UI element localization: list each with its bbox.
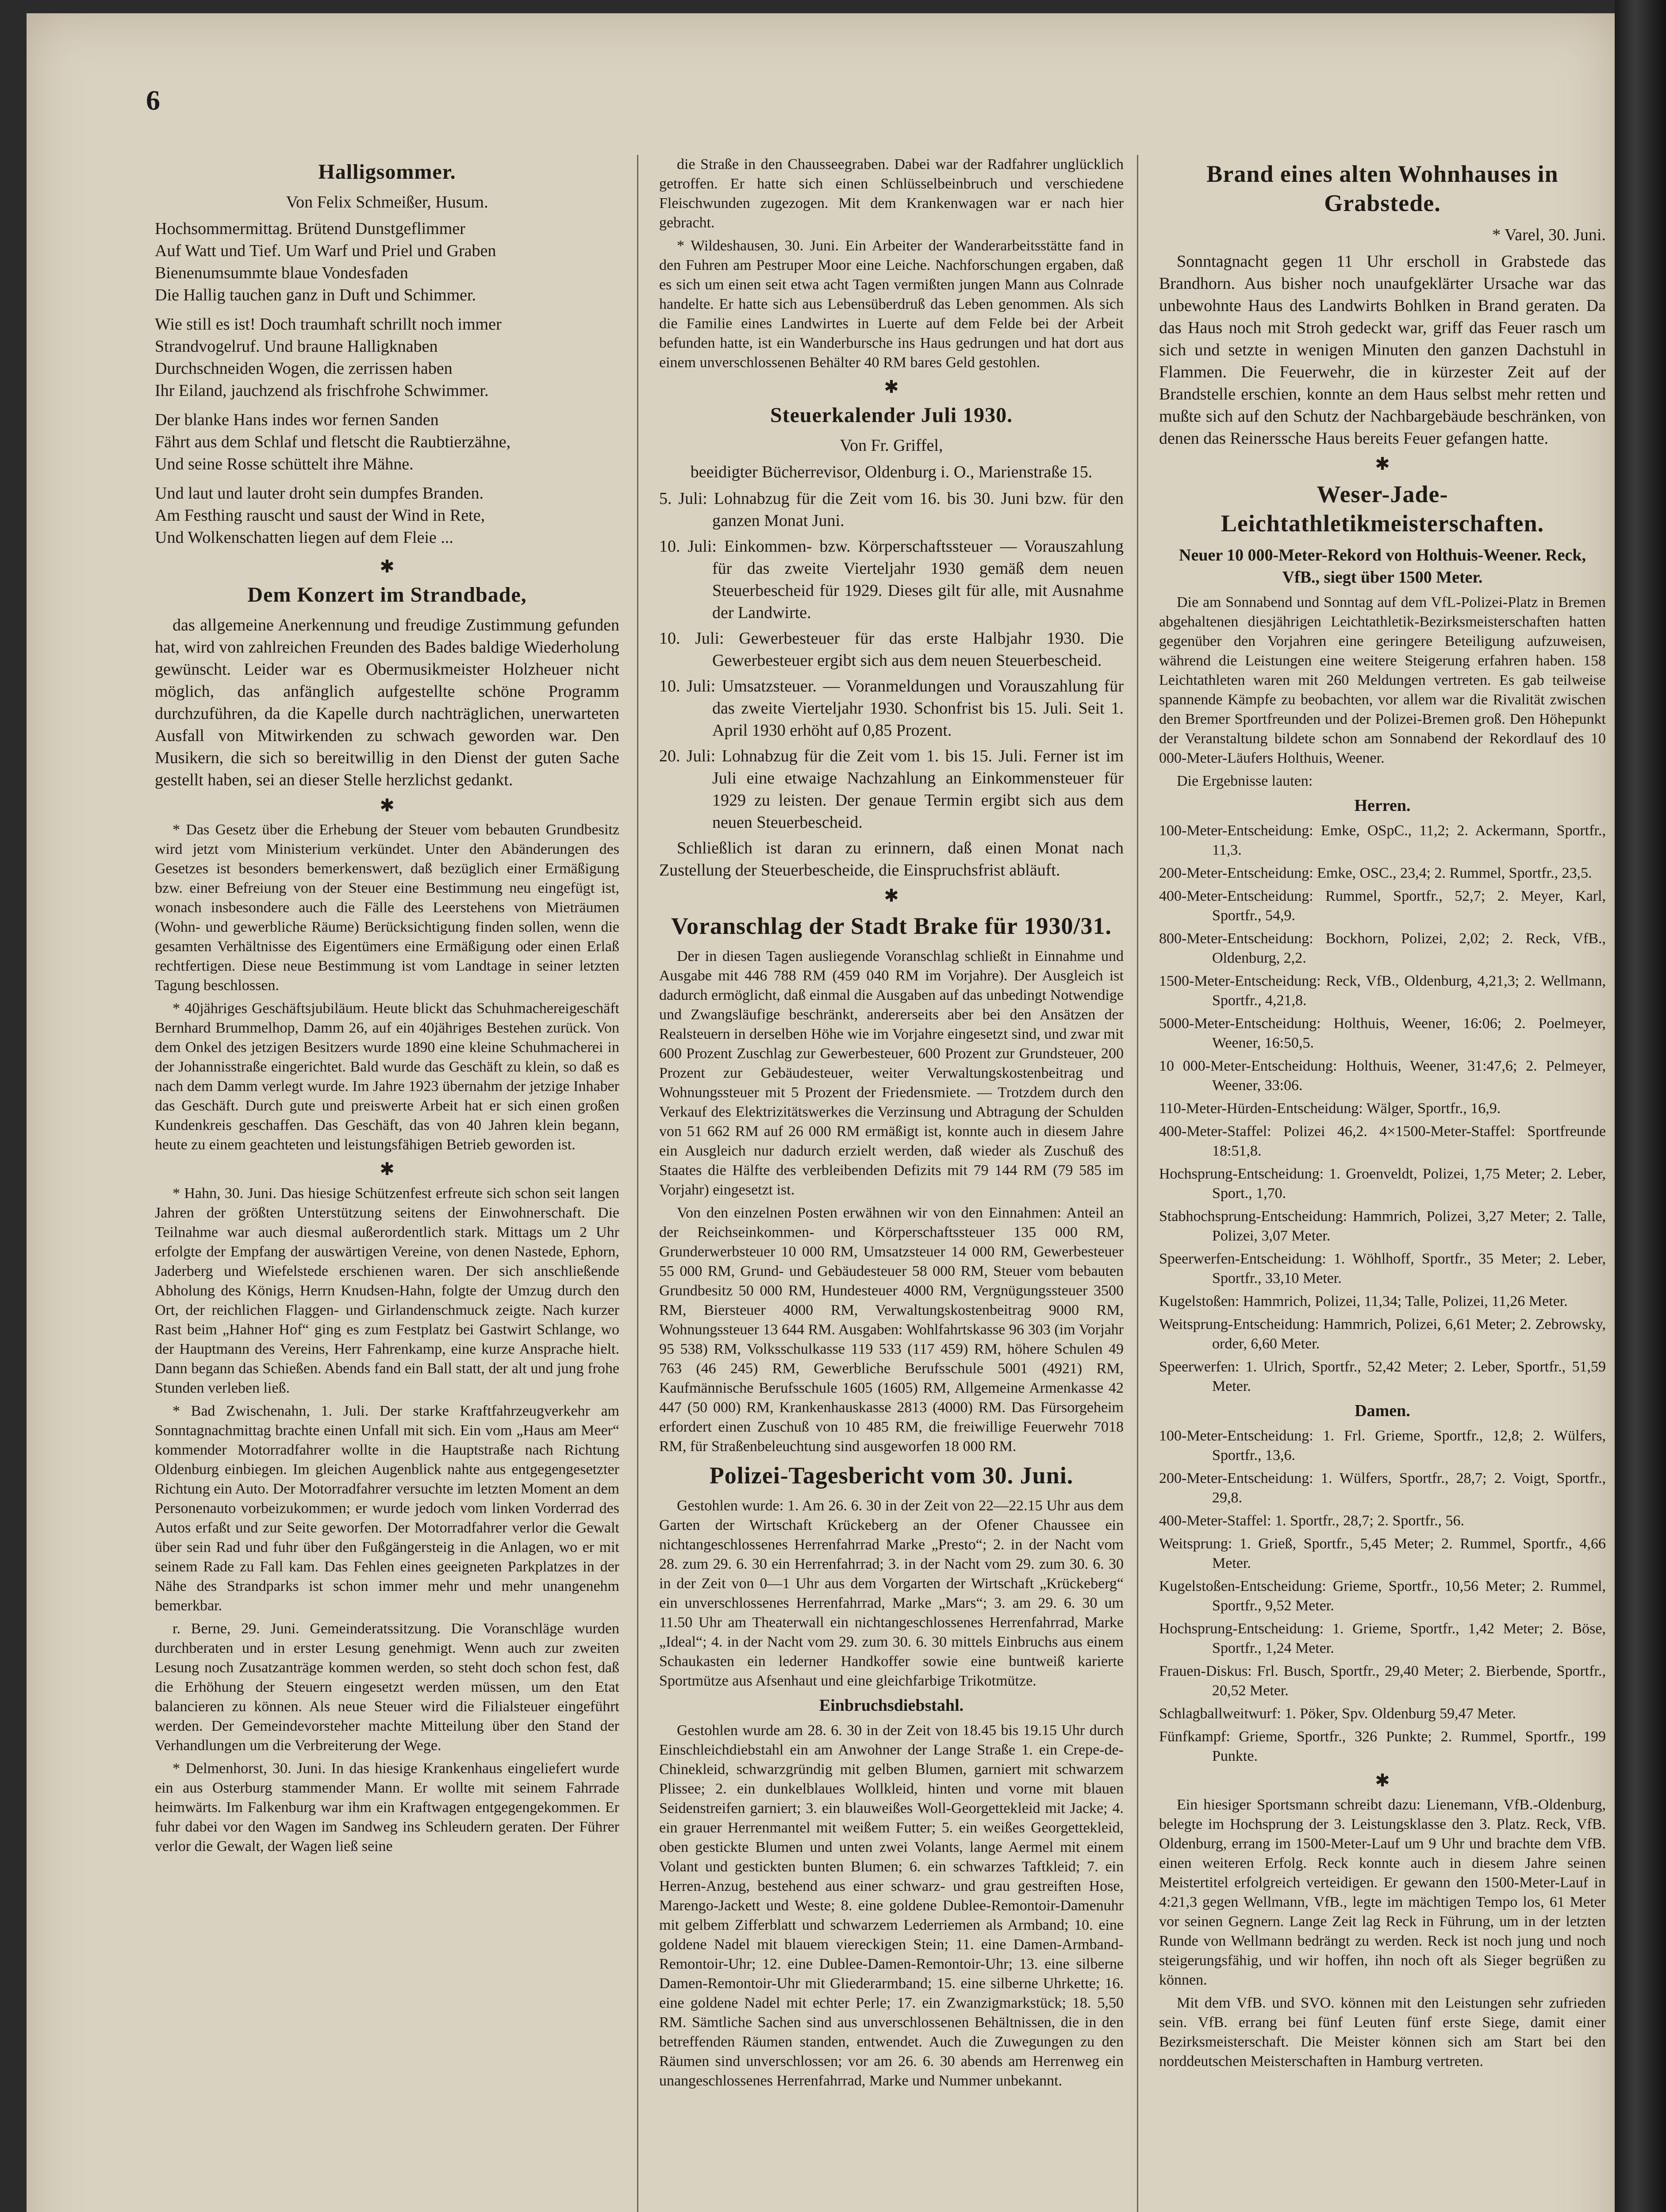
concert-text: das allgemeine Anerkennung und freudige Zustimmung gefunden hat, wird von zahlreichen Freunden des Bades baldige Wiederholung gewünscht. Leider war es Obermusikmeister Holzheuer nicht möglich, das anfänglich aufgestellte schöne Programm durchzuführen, da die Kapelle durch nachträglichen, unerwarteten Ausfall von Mitwirkenden zu schwach geworden war. Den Musikern, die sich so bereitwillig in den Dienst der guten Sache gestellt haben, sei an dieser Stelle herzlichst gedankt. [155,616,619,789]
result-line: 800-Meter-Entscheidung: Bockhorn, Polizei, 2,02; 2. Reck, VfB., Oldenburg, 2,2. [1159,930,1606,966]
result-line: 110-Meter-Hürden-Entscheidung: Wälger, Sportfr., 16,9. [1159,1100,1501,1117]
tax-law-article: * Das Gesetz über die Erhebung der Steuer vom bebauten Grundbesitz wird jetzt vom Ministerium verkündet. Unter den Abänderungen des Gesetzes ist besonders bemerkenswert, daß bezüglich einer Ermäßigung bzw. einer Befreiung von der Steuer eine Bestimmung neu eingefügt ist, wonach insbesondere auch die Fälle des Leerstehens von Mieträumen (Wohn- und gewerbliche Räume) Berücksichtigung finden sollen, wenn die gesamten Verhältnisse des Eigentümers eine Ermäßigung oder einen Erlaß rechtfertigen. Diese neue Bestimmung ist vom Landtage in seiner letzten Tagung beschlossen. [155,822,619,994]
result-line: Hochsprung-Entscheidung: 1. Grieme, Sportfr., 1,42 Meter; 2. Böse, Sportfr., 1,24 Meter. [1159,1621,1606,1656]
result-line: 10 000-Meter-Entscheidung: Holthuis, Weener, 31:47,6; 2. Pelmeyer, Weener, 33:06. [1159,1058,1606,1094]
result-line: 100-Meter-Entscheidung: Emke, OSpC., 11,2; 2. Ackermann, Sportfr., 11,3. [1159,822,1606,858]
separator-asterisk: ✱ [1375,454,1390,474]
tax-calendar-footer: Schließlich ist daran zu erinnern, daß einen Monat nach Zustellung der Steuerbescheide, die Einspruchsfrist abläuft. [659,839,1124,879]
result-line: Speerwerfen: 1. Ulrich, Sportfr., 52,42 Meter; 2. Leber, Sportfr., 51,59 Meter. [1159,1359,1606,1394]
newspaper-page [27,13,1615,2212]
tax-calendar-entry: 5. Juli: Lohnabzug für die Zeit vom 16. bis 30. Juni bzw. für den ganzen Monat Juni. [659,489,1124,530]
result-line: Weitsprung-Entscheidung: Hammrich, Polizei, 6,61 Meter; 2. Zebrowsky, order, 6,60 Meter. [1159,1316,1606,1352]
athletics-closing: Mit dem VfB. und SVO. können mit den Leistungen sehr zufrieden sein. VfB. errang bei fünf Leuten fünf erste Siege, damit einer Bezirksmeisterschaft. Die Meister können sich am Start bei den norddeutschen Meisterschaften in Hamburg vertreten. [1159,1995,1606,2070]
local-news-item: r. Berne, 29. Juni. Gemeinderatssitzung. Die Voranschläge wurden durchberaten und in erster Lesung genehmigt. Wenn auch zur zweiten Lesung noch Zusatzanträge kommen werden, so steht doch schon fest, daß die Erhöhung der Steuern eingesetzt werden müssen, um den Etat balancieren zu können. Als neue Steuer wird die Filialsteuer eingeführt werden. Der Gemeindevorsteher machte Mitteilung über den Stand der Verhandlungen um die Verbreiterung der Wege. [155,1621,619,1754]
fire-dateline: * Varel, 30. Juni. [1492,226,1606,244]
tax-calendar-entry: 20. Juli: Lohnabzug für die Zeit vom 1. bis 15. Juli. Ferner ist im Juli eine etwaige Nachzahlung an Einkommensteuer für 1929 zu leisten. Der genaue Termin ergibt sich aus dem neuen Steuerbescheid. [659,747,1124,832]
separator-asterisk: ✱ [884,886,899,906]
result-line: Kugelstoßen-Entscheidung: Grieme, Sportfr., 10,56 Meter; 2. Rummel, Sportfr., 9,52 Meter. [1159,1578,1606,1614]
athletics-results-header: Die Ergebnisse lauten: [1177,773,1313,789]
budget-text-2: Von den einzelnen Posten erwähnen wir von den Einnahmen: Anteil an der Reichseinkommen- und Körperschaftssteuer 135 000 RM, Grunderwerbsteuer 10 000 RM, Umsatzsteuer 14 000 RM, Gewerbesteuer 55 000 RM, Grund- und Gebäudesteuer 58 000 RM, Steuer vom bebauten Grundbesitz 50 000 RM, Hundesteuer 4000 RM, Vergnügungssteuer 3500 RM, Biersteuer 4000 RM, Verwaltungskostenbeitrag 9000 RM, Wohnungssteuer 13 644 RM. Ausgaben: Wohlfahrtskasse 96 303 (im Vorjahr 95 538) RM, Volksschulkasse 119 533 (117 459) RM, höhere Schulen 49 763 (46 245) RM, Gewerbliche Berufsschule 5001 (4921) RM, Kaufmännische Berufsschule 1605 (1605) RM, Allgemeine Armenkasse 42 447 (50 000) RM, Krankenhauskasse 2813 (4000) RM. Das Fürsorgeheim erfordert einen Zuschuß von 10 485 RM, die freiwillige Feuerwehr 7018 RM, für Straßenbeleuchtung sind ausgeworfen 18 000 RM. [659,1205,1124,1455]
tax-calendar-entry: 10. Juli: Umsatzsteuer. — Voranmeldungen und Vorauszahlung für das zweite Vierteljahr 1930. Schonfrist bis 15. Juli. Seit 1. April 1930 erhöht auf 0,85 Prozent. [659,677,1124,740]
separator-asterisk: ✱ [884,377,899,397]
fire-headline: Brand eines alten Wohnhauses in Grabstede. [1206,161,1559,216]
poem-line: Ihr Eiland, jauchzend als frischfrohe Schwimmer. [155,381,489,400]
poem-line: Wie still es ist! Doch traumhaft schrillt noch immer [155,315,502,334]
result-line: 100-Meter-Entscheidung: 1. Frl. Grieme, Sportfr., 12,8; 2. Wülfers, Sportfr., 13,6. [1159,1428,1606,1463]
result-line: 1500-Meter-Entscheidung: Reck, VfB., Oldenburg, 4,21,3; 2. Wellmann, Sportfr., 4,21,8. [1159,973,1606,1009]
result-line: 400-Meter-Entscheidung: Rummel, Sportfr., 52,7; 2. Meyer, Karl, Sportfr., 54,9. [1159,888,1606,924]
column-rule [637,155,638,2212]
poem-stanza [155,482,619,549]
result-line: Schlagballweitwurf: 1. Pöker, Spv. Oldenburg 59,47 Meter. [1159,1705,1516,1722]
poem-stanza [155,409,619,475]
poem-line: Auf Watt und Tief. Um Warf und Priel und Graben [155,242,496,260]
poem-line: Und Wolkenschatten liegen auf dem Fleie ... [155,528,453,547]
result-line: 400-Meter-Staffel: Polizei 46,2. 4×1500-Meter-Staffel: Sportfreunde 18:51,8. [1159,1123,1606,1159]
local-news-item: * Hahn, 30. Juni. Das hiesige Schützenfest erfreute sich schon seit langen Jahren der größten Unterstützung seitens der Einwohnerschaft. Die Teilnahme war auch diesmal außerordentlich stark. Mittags um 2 Uhr erfolgte der Empfang der auswärtigen Vereine, von denen Nastede, Ephorn, Jaderberg und Wiefelstede erschienen waren. Der sich anschließende Abholung des Königs, Herrn Knudsen-Hahn, folgte der Umzug durch den Ort, der reichlichen Flaggen- und Girlandenschmuck zeigte. Nach kurzer Rast beim „Hahner Hof“ ging es zum Festplatz bei Gastwirt Schlange, wo der Hauptmann des Vereins, Herr Fahrenkamp, eine kurze Ansprache hielt. Dann begann das Schießen. Abends fand ein Ball statt, der alt und jung frohe Stunden verleben ließ. [155,1185,619,1396]
wildeshausen-article: * Wildeshausen, 30. Juni. Ein Arbeiter der Wanderarbeitsstätte fand in den Fuhren am Pestruper Moor eine Leiche. Nachforschungen ergaben, daß es sich um einen seit etwa acht Tagen vermißten jungen Mann aus Colnrade handelte. Er hatte sich aus Lebensüberdruß das Leben genommen. Als sich die Familie eines Landwirtes in Luerte auf dem Felde bei der Arbeit befunden hatte, ist ein Wanderbursche ins Haus gedrungen und hat dort aus einem unverschlossenen Behälter 40 RM bares Geld gestohlen. [659,238,1124,371]
poem-stanza [155,218,619,306]
fire-text: Sonntagnacht gegen 11 Uhr erscholl in Grabstede das Brandhorn. Aus bisher noch unaufgeklärter Ursache war das unbewohnte Haus des Landwirts Bohlken in Brand geraten. Da das Haus noch mit Stroh gedeckt war, griff das Feuer rasch um sich und setzte in wenigen Minuten den ganzen Dachstuhl in Flammen. Die Feuerwehr, die in kürzester Zeit auf der Brandstelle erschien, konnte an dem Haus selbst mehr retten und mußte sich auf den Schutz der Nachbargebäude beschränken, von denen das Reinerssche Haus bereits Feuer gefangen hatte. [1159,252,1606,448]
result-line: Frauen-Diskus: Frl. Busch, Sportfr., 29,40 Meter; 2. Bierbende, Sportfr., 20,52 Meter. [1159,1663,1606,1699]
tax-calendar-author-info: beeidigter Bücherrevisor, Oldenburg i. O., Marienstraße 15. [690,463,1093,481]
tax-calendar-author: Von Fr. Griffel, [840,436,943,455]
poem-line: Strandvogelruf. Und braune Halligknaben [155,337,438,356]
column-rule [1137,155,1138,2212]
police-report-headline: Polizei-Tagesbericht vom 30. Juni. [709,1462,1074,1489]
poem-title: Halligsommer. [318,160,456,184]
result-line: Fünfkampf: Grieme, Sportfr., 326 Punkte; 2. Rummel, Sportfr., 199 Punkte. [1159,1728,1606,1764]
page-number: 6 [146,84,160,116]
local-news-item: * Delmenhorst, 30. Juni. In das hiesige Krankenhaus eingeliefert wurde ein aus Osterburg stammender Mann. Er wollte mit seinem Fahrrade heimwärts. Im Falkenburg war ihm ein Kraftwagen entgegengekommen. Er fuhr dabei vor den Wagen im Sandweg ins Schleudern geraten. Der Führer verlor die Gewalt, der Wagen ließ seine [155,1760,619,1855]
tax-calendar-headline: Steuerkalender Juli 1930. [770,403,1013,427]
result-line: 5000-Meter-Entscheidung: Holthuis, Weener, 16:06; 2. Poelmeyer, Weener, 16:50,5. [1159,1015,1606,1051]
poem-line: Durchschneiden Wogen, die zerrissen haben [155,359,453,378]
middle-column [659,155,1124,2212]
poem-line: Die Hallig tauchen ganz in Duft und Schimmer. [155,286,476,304]
poem-line: Der blanke Hans indes wor fernen Sanden [155,411,439,429]
result-line: Speerwerfen-Entscheidung: 1. Wöhlhoff, Sportfr., 35 Meter; 2. Leber, Sportfr., 33,10 Meter. [1159,1251,1606,1286]
right-column [1159,155,1606,2212]
separator-asterisk: ✱ [380,1159,395,1179]
budget-text: Der in diesen Tagen ausliegende Voranschlag schließt in Einnahme und Ausgabe mit 446 788 RM (459 040 RM im Vorjahre). Der Ausgleich ist dadurch ermöglicht, daß einmal die Ausgaben auf das unbedingt Notwendige und Zwangsläufige beschränkt, andererseits aber bei den Ansätzen der Realsteuern in derselben Höhe wie im Vorjahre eingesetzt sind, und zwar mit 600 Prozent Zuschlag zur Gewerbesteuer, 600 Prozent zur Grundsteuer, 200 Prozent zur Gebäudesteuer, weiter Verwaltungskostenbeitrag und Wohnungssteuer mit 5 Prozent der Friedensmiete. — Trotzdem durch den Verkauf des Elektrizitätswerkes die Verzinsung und Abtragung der Schulden von 51 662 RM auf 26 000 RM ermäßigt ist, konnte auch in diesem Jahre ein Ausgleich nur dadurch erzielt werden, daß wieder als Zuschuß des Staates die Hälfte des verbleibenden Defizits mit 79 144 RM (79 585 im Vorjahr) eingesetzt ist. [659,948,1124,1198]
jubilee-article: * 40jähriges Geschäftsjubiläum. Heute blickt das Schuhmachereigeschäft Bernhard Brummelhop, Damm 26, auf ein 40jähriges Bestehen zurück. Von dem Onkel des jetzigen Besitzers wurde 1890 eine kleine Schuhmacherei in der Johannisstraße eingerichtet. Bald wurde das Geschäft zu klein, so daß es nach dem Damm verlegt wurde. Im Jahre 1923 übernahm der jetzige Inhaber das Geschäft. Durch gute und preiswerte Arbeit hat er sich einen großen Kundenkreis geschaffen. Das Geschäft, das von 40 Jahren klein begann, heute zu einem geachteten und leistungsfähigen Betrieb geworden ist. [155,1000,619,1153]
left-column [155,155,619,2212]
poem-line: Und seine Rosse schüttelt ihre Mähne. [155,455,414,473]
concert-headline: Dem Konzert im Strandbade, [247,583,527,607]
poem-line: Hochsommermittag. Brütend Dunstgeflimmer [155,219,465,238]
police-report-text-2: Gestohlen wurde am 28. 6. 30 in der Zeit von 18.45 bis 19.15 Uhr durch Einschleichdiebstahl ein am Anwohner der Lange Straße 1. ein Crepe-de-Chinekleid, schwarzgründig mit gelben Blumen, garniert mit schwarzem Plissee; 2. ein dunkelblaues Wollkleid, hinten und vorne mit blauen Seidenstreifen garniert; 3. ein blauweißes Woll-Georgettekleid mit Jacke; 4. ein grauer Herrenmantel mit weißem Futter; 5. ein weißes Georgettekleid, oben gestickte Blumen und unten zwei Volants, lange Aermel mit einem Volant und gestickten bunten Blumen; 6. ein schwarzes Taftkleid; 7. ein Herren-Anzug, bestehend aus einer schwarz- und grau gestreiften Hose, Marengo-Jackett und Weste; 8. eine goldene Dublee-Remontoir-Damenuhr mit gelbem Zifferblatt und schwarzem Lederriemen als Armband; 10. eine goldene Nadel mit blauem viereckigen Stein; 11. eine Damen-Armband-Remontoir-Uhr; 12. eine Dublee-Damen-Remontoir-Uhr; 13. eine silberne Damen-Remontoir-Uhr mit Gliederarmband; 15. eine silberne Uhrkette; 16. eine goldene Nadel mit echter Perle; 17. ein Zwanzigmarkstück; 18. 5,50 RM. Sämtliche Sachen sind aus unverschlossenen Behältnissen, die in den betreffenden Räumen standen, entwendet. Auch die Zuwegungen zu den Räumen sind unverschlossen; vor am 26. 6. 30 abends am Herrenweg ein unangeschlossenes Herrenfahrrad, Marke und Nummer unbekannt. [659,1722,1124,2089]
poem-stanza [155,313,619,402]
athletics-subhead: Neuer 10 000-Meter-Rekord von Holthuis-Weener. Reck, VfB., siegt über 1500 Meter. [1179,546,1586,587]
poem-line: Am Festhing rauscht und saust der Wind in Rete, [155,506,485,525]
athletics-headline: Weser-Jade-Leichtathletikmeisterschaften. [1221,481,1544,537]
result-line: 200-Meter-Entscheidung: Emke, OSC., 23,4; 2. Rummel, Sportfr., 23,5. [1159,865,1592,881]
continued-article: die Straße in den Chausseegraben. Dabei war der Radfahrer unglücklich getroffen. Er hatte sich einen Schlüsselbeinbruch und verschiedene Fleischwunden zugezogen. Mit dem Krankenwagen war er nach hier gebracht. [659,156,1124,231]
poem-line: Bienenumsummte blaue Vondesfaden [155,264,408,282]
book-binding-edge [1615,0,1666,2212]
tax-calendar-entry: 10. Juli: Gewerbesteuer für das erste Halbjahr 1930. Die Gewerbesteuer ergibt sich aus dem neuen Steuerbescheid. [659,629,1124,670]
poem-line: Fährt aus dem Schlaf und fletscht die Raubtierzähne, [155,433,511,451]
result-line: 400-Meter-Staffel: 1. Sportfr., 28,7; 2. Sportfr., 56. [1159,1513,1464,1529]
budget-headline: Voranschlag der Stadt Brake für 1930/31. [671,913,1112,939]
local-news-item: * Bad Zwischenahn, 1. Juli. Der starke Kraftfahrzeugverkehr am Sonntagnachmittag brachte einen Unfall mit sich. Ein vom „Haus am Meer“ kommender Motorradfahrer wollte in die Hauptstraße nach Richtung Oldenburg einbiegen. Im gleichen Augenblick nahte aus entgegengesetzter Richtung ein Auto. Der Motorradfahrer versuchte im letzten Moment an dem Personenauto vorbeizukommen; er wurde jedoch vom linken Vorderrad des Autos erfaßt und zur Seite geworfen. Der Motorradfahrer verlor die Gewalt über sein Rad und fuhr über den Fußgängersteig in die Anlagen, wo er mit seinem Rade zu Fall kam. Das Fehlen eines geeigneten Parkplatzes in der Nähe des Strandparks ist schon immer mehr und mehr unangenehm bemerkbar. [155,1403,619,1614]
tax-calendar-entry: 10. Juli: Einkommen- bzw. Körperschaftssteuer — Vorauszahlung für das zweite Vierteljahr 1930 gemäß dem neuen Steuerbescheid für 1929. Dieses gilt für alle, mit Ausnahme der Landwirte. [659,537,1124,622]
separator-asterisk: ✱ [380,557,395,576]
police-report-subhead: Einbruchsdiebstahl. [819,1696,964,1715]
separator-asterisk: ✱ [380,795,395,815]
result-line: Weitsprung: 1. Grieß, Sportfr., 5,45 Meter; 2. Rummel, Sportfr., 4,66 Meter. [1159,1536,1606,1571]
result-line: Stabhochsprung-Entscheidung: Hammrich, Polizei, 3,27 Meter; 2. Talle, Polizei, 3,07 Meter. [1159,1208,1606,1244]
result-line: Hochsprung-Entscheidung: 1. Groenveldt, Polizei, 1,75 Meter; 2. Leber, Sport., 1,70. [1159,1166,1606,1202]
women-results-header: Damen. [1355,1402,1410,1420]
poem-author: Von Felix Schmeißer, Husum. [286,193,488,211]
police-report-text: Gestohlen wurde: 1. Am 26. 6. 30 in der Zeit von 22—22.15 Uhr aus dem Garten der Wirtschaft Krückeberg an der Ofener Chaussee ein nichtangeschlossenes Herrenfahrrad Marke „Presto“; 2. in der Nacht vom 28. zum 29. 6. 30 ein Herrenfahrrad; 3. in der Nacht vom 29. zum 30. 6. 30 in der Zeit von 0—1 Uhr aus dem Vorgarten der Wirtschaft „Krückeberg“ ein unverschlossenes Herrenfahrrad, Marke „Mars“; 3. am 29. 6. 30 um 11.50 Uhr am Theaterwall ein nichtangeschlossenes Herrenfahrrad, Marke „Ideal“; 4. in der Nacht vom 29. zum 30. 6. 30 mittels Einbruchs aus einem Schaukasten ein lederner Handkoffer sowie eine buntweiß karierte Sportmütze aus Afsenhaut und eine gleichfarbige Trikotmütze. [659,1498,1124,1689]
men-results-header: Herren. [1354,796,1411,815]
result-line: 200-Meter-Entscheidung: 1. Wülfers, Sportfr., 28,7; 2. Voigt, Sportfr., 29,8. [1159,1470,1606,1506]
poem-line: Und laut und lauter droht sein dumpfes Branden. [155,484,484,503]
separator-asterisk: ✱ [1375,1770,1390,1790]
athletics-text: Die am Sonnabend und Sonntag auf dem VfL-Polizei-Platz in Bremen abgehaltenen diesjährigen Leichtathletik-Bezirksmeisterschaften hatten gegenüber den Vorjahren eine geringere Beteiligung aufzuweisen, während die Leistungen eine weitere Steigerung erfahren haben. 158 Leichtathleten waren mit 260 Meldungen vertreten. Es gab teilweise spannende Kämpfe zu beobachten, vor allem war die Rivalität zwischen den Bremer Sportfreunden und der Polizei-Bremen groß. Den Höhepunkt der Veranstaltung bildete schon am Sonnabend der Rekordlauf des 10 000-Meter-Läufers Holthuis, Weener. [1159,594,1606,766]
athletics-report: Ein hiesiger Sportsmann schreibt dazu: Lienemann, VfB.-Oldenburg, belegte im Hochsprung der 3. Leistungsklasse den 3. Platz. Reck, VfB. Oldenburg, errang im 1500-Meter-Lauf um 9 Uhr und brachte dem VfB. einen weiteren Erfolg. Reck konnte auch in diesem Jahre seinen Meistertitel erfolgreich verteidigen. Er gewann den 1500-Meter-Lauf in 4:21,3 gegen Wellmann, VfB., legte im mächtigen Tempo los, 61 Meter vor seinen Gegnern. Lange Zeit lag Reck in Führung, um in der letzten Runde von Wellmann bedrängt zu werden. Reck ist noch jung und noch steigerungsfähig, und wir hoffen, ihn noch oft als Sieger begrüßen zu können. [1159,1797,1606,1988]
result-line: Kugelstoßen: Hammrich, Polizei, 11,34; Talle, Polizei, 11,26 Meter. [1159,1293,1568,1310]
